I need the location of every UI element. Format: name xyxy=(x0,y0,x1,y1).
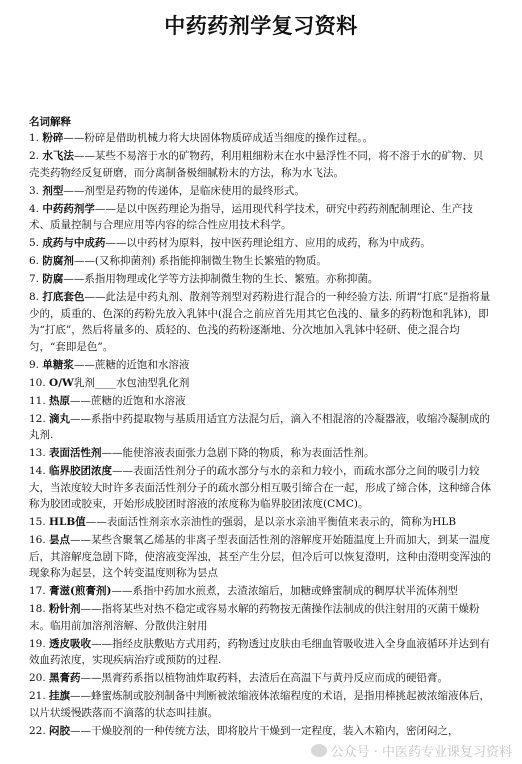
definition-item xyxy=(29,636,491,669)
watermark-text: 公众号 · 中医药专业课复习资料 xyxy=(330,745,512,760)
item-definition: ——粉碎是借助机械力将大块固体物质碎成适当细度的操作过程。。 xyxy=(63,132,374,144)
item-term: 滴丸 xyxy=(49,412,71,425)
definition-item xyxy=(29,148,491,181)
item-term: 防腐 xyxy=(42,273,64,285)
item-term: 膏滋(煎膏剂) xyxy=(49,585,112,597)
item-number: 9. xyxy=(29,358,40,371)
item-term: HLB值 xyxy=(49,516,86,528)
item-number: 4. xyxy=(29,202,40,215)
definition-item xyxy=(29,583,491,600)
item-term: 单糖浆 xyxy=(42,358,74,371)
item-number: 11. xyxy=(29,394,46,407)
page-title: 中药药剂学复习资料 xyxy=(164,13,358,38)
item-number: 6. xyxy=(29,255,40,267)
item-definition: ——能使溶液表面张力急剧下降的物质，称为表面活性剂。 xyxy=(101,447,375,459)
item-definition: 乳剂____水包油型乳化剂 xyxy=(73,376,190,389)
item-term: 中药药剂学 xyxy=(42,202,95,215)
item-definition: ——此法是中药丸剂、散剂等剂型对药粉进行混合的一种经验方法. 所谓“打底”是指将量少的，质重的、色深的药粉先放入乳钵中(混合之前应首先用其它色浅的、量多的药粉饱和乳钵)，即为“打底”，然后将量多的、质轻的、色浅的药粉逐渐地、分次地加入乳钵中轻研、使之混合均匀，“套即是色”。 xyxy=(29,291,491,353)
item-number: 17. xyxy=(29,585,46,597)
item-number: 20. xyxy=(29,672,46,684)
item-definition: ——黑膏药系指以植物油炸取药料，去渣后在高温下与黄丹反应而成的硬铅膏。 xyxy=(80,672,449,684)
wechat-icon xyxy=(311,744,327,757)
definition-item xyxy=(29,271,491,288)
definition-item xyxy=(29,688,491,721)
definition-item xyxy=(29,532,491,582)
definition-item xyxy=(29,375,491,392)
item-definition: ——系指中药提取物与基质用适宜方法混匀后，滴入不相混溶的冷凝器液，收缩冷凝制成的丸剂. xyxy=(29,412,491,441)
item-number: 14. xyxy=(29,465,46,477)
definition-item xyxy=(29,463,491,513)
item-definition: ——是以中医药理论为指导，运用现代科学技术，研究中药药剂配制理论、生产技术、质量控制与合理应用等内容的综合性应用技术科学。 xyxy=(29,202,473,231)
item-definition: ——指将某些对热不稳定或容易水解的药物按无菌操作法制成的供注射用的灭菌干燥粉末。临用前加溶剂溶解、分散供注射用 xyxy=(29,603,480,632)
definition-item xyxy=(29,670,491,687)
item-number: 21. xyxy=(29,690,46,702)
definition-item xyxy=(29,411,491,444)
section-heading: 名词解释 xyxy=(29,116,71,128)
item-number: 10. xyxy=(29,376,46,389)
item-definition: ——蔗糖的近饱和水溶液 xyxy=(73,358,190,371)
item-number: 18. xyxy=(29,603,46,615)
item-number: 7. xyxy=(29,273,40,285)
definition-item xyxy=(29,723,491,740)
item-term: 防腐剂 xyxy=(42,255,74,267)
definition-item xyxy=(29,130,491,147)
item-definition: ——剂型是药物的传递体，是临床使用的最终形式。 xyxy=(63,184,305,197)
definition-item xyxy=(29,445,491,462)
item-definition: ——某些含聚氧乙烯基的非离子型表面活性剂的溶解度开始随温度上升而加大，到某一温度后，其溶解度急剧下降，使溶液变浑浊，甚至产生分层，但冷后可以恢复澄明，这种由澄明变浑浊的现象称为起昙，这个转变温度则称为昙点 xyxy=(29,534,491,579)
item-term: 热原 xyxy=(49,394,71,407)
item-number: 19. xyxy=(29,637,46,650)
item-term: 黑膏药 xyxy=(49,672,81,684)
item-definition: ——系指中药加水煎煮，去渣浓缩后，加糖或蜂蜜制成的稠厚状半流体剂型 xyxy=(111,585,458,597)
definition-item xyxy=(29,393,491,410)
item-definition: ——系指用物理或化学等方法抑制微生物的生长、繁殖。亦称抑菌。 xyxy=(63,273,379,285)
item-definition: ——某些不易溶于水的矿物药，利用粗细粉末在水中悬浮性不同，将不溶于水的矿物、贝壳类药物经反复研磨，而分离制备极细腻粉末的方法，称为水飞法。 xyxy=(29,150,484,179)
item-definition: ——表面活性剂亲水亲油性的强弱，是以亲水亲油平衡值来表示的，简称为HLB xyxy=(85,516,457,528)
definition-item xyxy=(29,183,491,200)
item-definition: ——干燥胶剂的一种传统方法，即将胶片干燥到一定程度，装入木箱内，密闭闷之， xyxy=(70,724,459,737)
definition-item xyxy=(29,289,491,355)
definition-list xyxy=(29,130,491,741)
item-definition: ——蔗糖的近饱和水溶液 xyxy=(70,394,186,407)
item-number: 22. xyxy=(29,724,46,737)
item-term: 临界胶团浓度 xyxy=(49,465,113,477)
item-definition: ——指经皮肤敷贴方式用药，药物透过皮肤由毛细血管吸收进入全身血液循环并达到有效血药浓度，实现疾病治疗或预防的过程. xyxy=(29,637,491,666)
definition-item xyxy=(29,235,491,252)
item-definition: ——(又称抑菌剂) 系指能抑制微生物生长繁殖的物质。 xyxy=(73,255,327,267)
item-number: 8. xyxy=(29,291,40,303)
definition-item xyxy=(29,201,491,234)
item-term: 成药与中成药 xyxy=(42,237,106,249)
item-term: O/W xyxy=(49,376,74,389)
item-definition: ——以中药材为原料，按中医药理论组方、应用的成药，称为中成药。 xyxy=(105,237,431,249)
item-term: 表面活性剂 xyxy=(49,447,102,459)
item-number: 2. xyxy=(29,150,40,162)
watermark xyxy=(311,741,512,760)
item-term: 粉碎 xyxy=(42,132,64,144)
item-term: 闷胶 xyxy=(49,724,71,737)
definition-item xyxy=(29,514,491,531)
item-term: 剂型 xyxy=(42,184,64,197)
item-term: 水飞法 xyxy=(42,150,74,162)
item-term: 挂旗 xyxy=(49,690,71,702)
item-definition: ——表面活性剂分子的疏水部分与水的亲和力较小，而疏水部分之间的吸引力较大，当浓度较大时许多表面活性剂分子的疏水部分相互吸引缔合在一起，形成了缔合体，这种缔合体称为胶团或胶束，开始形成胶团时溶液的浓度称为临界胶团浓度(CMC)。 xyxy=(29,465,491,510)
item-number: 13. xyxy=(29,447,46,459)
item-definition: ——蜂蜜炼制或胶剂制备中判断被浓缩液体浓缩程度的术语，是指用棒挑起被浓缩液体后，以片状缓慢跌落而不滴落的状态叫挂旗。 xyxy=(29,690,491,719)
definition-item xyxy=(29,357,491,374)
definition-item xyxy=(29,253,491,270)
item-number: 1. xyxy=(29,132,40,144)
item-number: 15. xyxy=(29,516,46,528)
item-number: 5. xyxy=(29,237,40,249)
item-number: 3. xyxy=(29,184,40,197)
item-term: 打底套色 xyxy=(42,291,85,303)
item-term: 透皮吸收 xyxy=(49,637,92,650)
item-term: 粉针剂 xyxy=(49,603,81,615)
definition-item xyxy=(29,601,491,634)
item-number: 12. xyxy=(29,412,46,425)
item-number: 16. xyxy=(29,534,46,546)
item-term: 昙点 xyxy=(49,534,71,546)
